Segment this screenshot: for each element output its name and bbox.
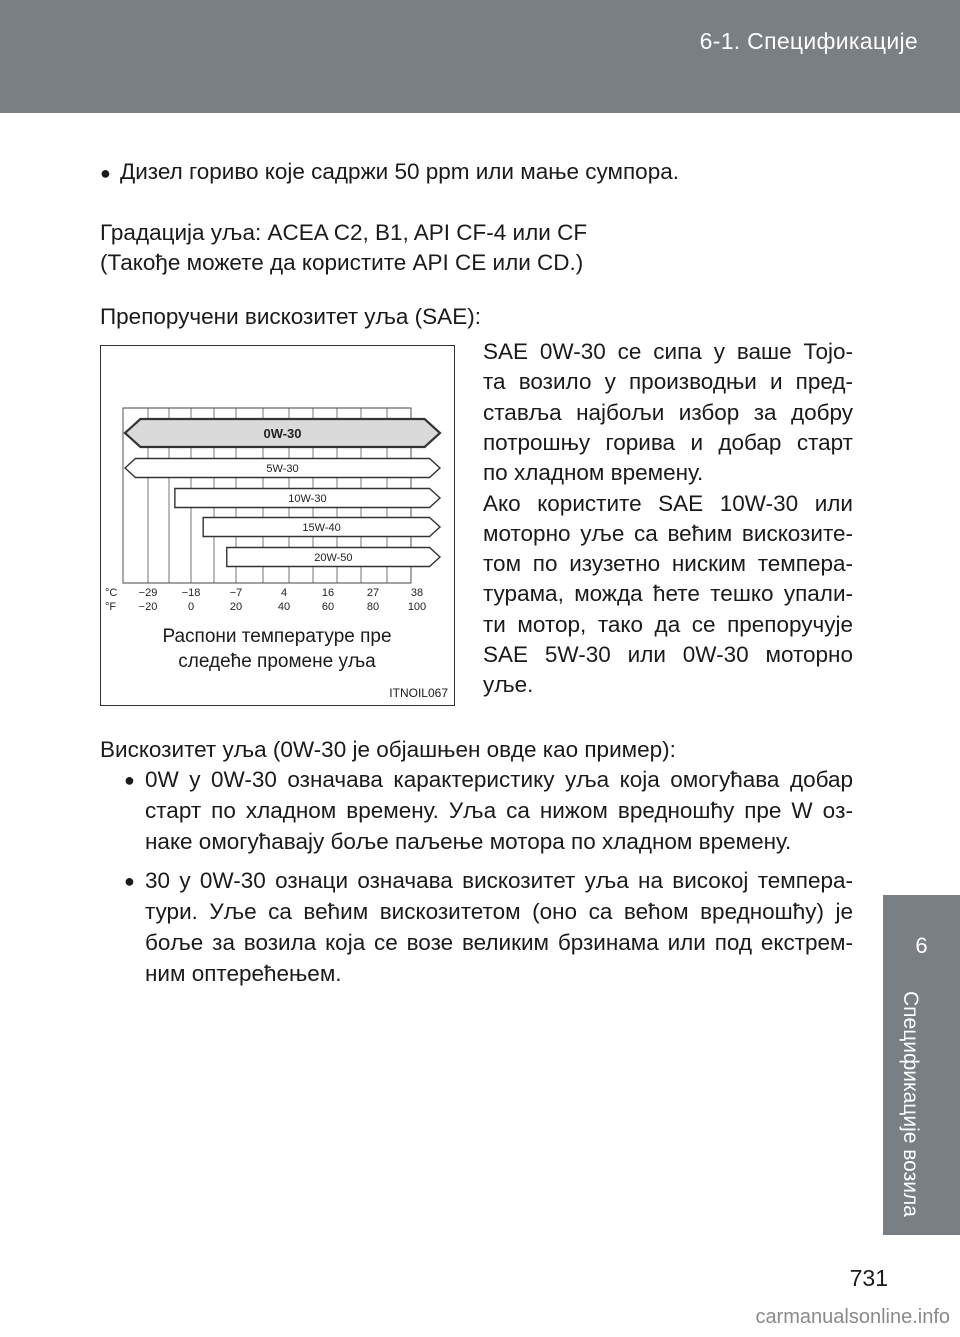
bullet-line: боље за возила која се возе великим брзинама или под екстрем- bbox=[145, 930, 853, 955]
oil-grade-line-2: (Такође можете да користите API CE или CD.) bbox=[100, 250, 584, 275]
page-number: 731 bbox=[849, 1265, 888, 1291]
bullet-line: 0W у 0W-30 означава карактеристику уља која омогућава добар bbox=[145, 767, 853, 792]
diesel-bullet-item bbox=[100, 157, 679, 188]
figure-id: ITNOIL067 bbox=[389, 686, 448, 700]
side-paragraph-line: турама, можда ћете тешко упали- bbox=[483, 581, 853, 607]
bullet-icon: ● bbox=[124, 871, 135, 891]
side-paragraph-line: моторно уље са већим вискозите- bbox=[483, 520, 853, 546]
range-bar-label: 20W-50 bbox=[314, 552, 353, 564]
bullet-line: тури. Уље са већим вискозитетом (оно са већом вредношћу) је bbox=[145, 899, 853, 924]
figure-caption bbox=[101, 624, 453, 674]
range-bar-label: 5W-30 bbox=[266, 463, 299, 475]
viscosity-heading: Вискозитет уља (0W-30 је објашњен овде као пример): bbox=[100, 737, 676, 762]
range-bar-label: 10W-30 bbox=[288, 493, 327, 505]
oil-temperature-chart bbox=[100, 345, 455, 706]
tick-label-c: 27 bbox=[366, 587, 380, 599]
tick-label-f: 0 bbox=[187, 601, 195, 613]
watermark: carmanualsonline.info bbox=[755, 1306, 950, 1328]
tick-label-c: 16 bbox=[321, 587, 335, 599]
tick-label-c: −29 bbox=[138, 587, 158, 599]
range-bar-label: 0W-30 bbox=[263, 426, 302, 441]
diesel-bullet-text: Дизел гориво које садржи 50 ppm или мање сумпора. bbox=[120, 159, 679, 184]
side-paragraph-line: ти мотор, тако да се препоручује bbox=[483, 611, 853, 637]
bullet-line: 30 у 0W-30 ознаци означава вискозитет уља на високој темпера- bbox=[145, 868, 853, 893]
side-paragraph-line: SAE 5W-30 или 0W-30 моторно bbox=[483, 642, 853, 667]
chapter-side-tab bbox=[883, 895, 960, 1235]
bullet-line: ним оптерећењем. bbox=[145, 961, 342, 986]
tick-label-c: −18 bbox=[181, 587, 201, 599]
tick-label-c: 4 bbox=[280, 587, 288, 599]
section-title: 6-1. Спецификације bbox=[699, 28, 918, 54]
page-header bbox=[0, 0, 960, 113]
caption-line-1: Распони температуре пре bbox=[162, 626, 392, 647]
bullet-icon: ● bbox=[124, 770, 135, 790]
side-paragraph-line: Ако користите SAE 10W-30 или bbox=[483, 490, 853, 516]
unit-f-label: °F bbox=[105, 601, 117, 613]
tick-label-c: 38 bbox=[410, 587, 424, 599]
side-paragraph-line: та возило у производњи и пред- bbox=[483, 369, 853, 395]
tick-label-c: −7 bbox=[229, 587, 243, 599]
side-paragraph-line: уље. bbox=[483, 672, 534, 698]
side-paragraph-line: SAE 0W-30 се сипа у ваше Тојо- bbox=[483, 339, 853, 364]
tick-label-f: 100 bbox=[407, 601, 427, 613]
bullet-line: старт по хладном времену. Уља са нижом вредношћу пре W oз- bbox=[145, 798, 853, 823]
tick-label-f: 20 bbox=[229, 601, 243, 613]
oil-grade-line-1: Градација уља: ACEA C2, B1, API CF-4 или CF bbox=[100, 220, 588, 245]
tick-label-f: 60 bbox=[321, 601, 335, 613]
unit-c-label: °C bbox=[105, 587, 118, 599]
chapter-label: Спецификације возила bbox=[899, 991, 922, 1217]
bullet-line: наке омогућавају боље паљење мотора по хладном времену. bbox=[145, 829, 792, 854]
side-paragraph-line: стављa најбољи избор за добру bbox=[483, 399, 853, 425]
tick-label-f: 80 bbox=[366, 601, 380, 613]
bullet-icon: ● bbox=[100, 163, 111, 183]
side-paragraph-line: том по изузетно ниским темпера- bbox=[483, 551, 853, 577]
side-paragraph-line: потрошњу горива и добар старт bbox=[483, 429, 853, 455]
caption-line-2: следеће промене уља bbox=[178, 651, 376, 672]
chapter-number: 6 bbox=[915, 933, 928, 958]
range-bar-label: 15W-40 bbox=[302, 522, 341, 534]
side-paragraph-line: по хладном времену. bbox=[483, 460, 704, 486]
recommended-viscosity-label: Препоручени вискозитет уља (SAE): bbox=[100, 304, 481, 329]
tick-label-f: −20 bbox=[138, 601, 158, 613]
tick-label-f: 40 bbox=[277, 601, 291, 613]
